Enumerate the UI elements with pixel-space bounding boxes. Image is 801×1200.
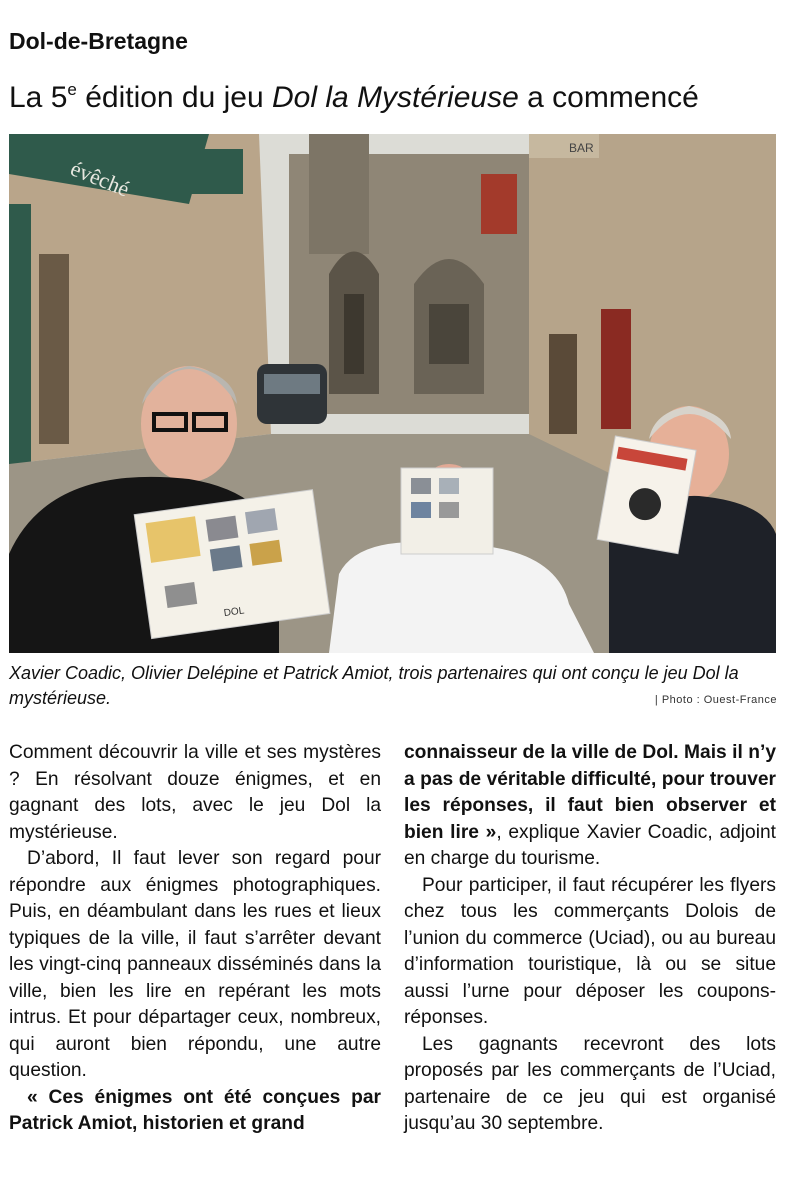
- paragraph: Comment découvrir la ville et ses mystères ? En résolvant douze énigmes, et en gagnant des lots, avec le jeu Dol la mystérieuse.: [9, 742, 381, 843]
- photo-bar-sign: BAR: [569, 141, 594, 155]
- paragraph: D’abord, Il faut lever son regard pour répondre aux énigmes photographiques. Puis, en déambulant dans les rues et lieux typiques de la ville, il faut s’arrêter devant les vingt-cinq panneaux disséminés dans la ville, bien les lire en repérant les mots intrus. Et pour départager ceux, nombreux, qui auront bien répondu, une autre question.: [9, 848, 381, 1081]
- article-column-left: [9, 740, 381, 1138]
- paragraph: Pour participer, il faut récupérer les flyers chez tous les commerçants Dolois de l’union du commerce (Uciad), ou au bureau d’information touristique, là ou se situe aussi l’urne pour déposer les coupons-réponses.: [404, 874, 776, 1028]
- photo-caption: Xavier Coadic, Olivier Delépine et Patrick Amiot, trois partenaires qui ont conçu le jeu Dol la mystérieuse.: [9, 663, 739, 708]
- quote-text: « Ces énigmes ont été conçues par Patrick Amiot, historien et grand: [9, 1086, 381, 1134]
- headline-part: a commencé: [518, 81, 699, 114]
- section-kicker: Dol-de-Bretagne: [9, 28, 188, 54]
- article-column-right: [404, 740, 776, 1138]
- paragraph: Les gagnants recevront des lots proposés par les commerçants de l’Uciad, partenaire de ce jeu qui est organisé jusqu’au 30 septembre.: [404, 1033, 776, 1134]
- photo-credit: | Photo : Ouest-France: [654, 694, 777, 706]
- headline: [9, 80, 789, 116]
- article-photo: [9, 134, 776, 653]
- photo-sign-text: évêché: [67, 155, 134, 202]
- quote-attribution: , explique Xavier Coadic, adjoint en charge du tourisme.: [404, 821, 776, 869]
- headline-part: édition du jeu: [76, 81, 273, 114]
- headline-part: La 5: [9, 81, 68, 114]
- quote-text: connaisseur de la ville de Dol. Mais il n’y a pas de véritable difficulté, pour trouver les réponses, il faut bien observer et bien lire »: [404, 742, 776, 843]
- headline-superscript: e: [67, 80, 77, 99]
- quote-paragraph-start: [9, 1085, 381, 1138]
- quote-paragraph-end: [404, 740, 776, 873]
- headline-game-title: Dol la Mystérieuse: [272, 81, 519, 114]
- flyer-label: DOL: [223, 605, 246, 620]
